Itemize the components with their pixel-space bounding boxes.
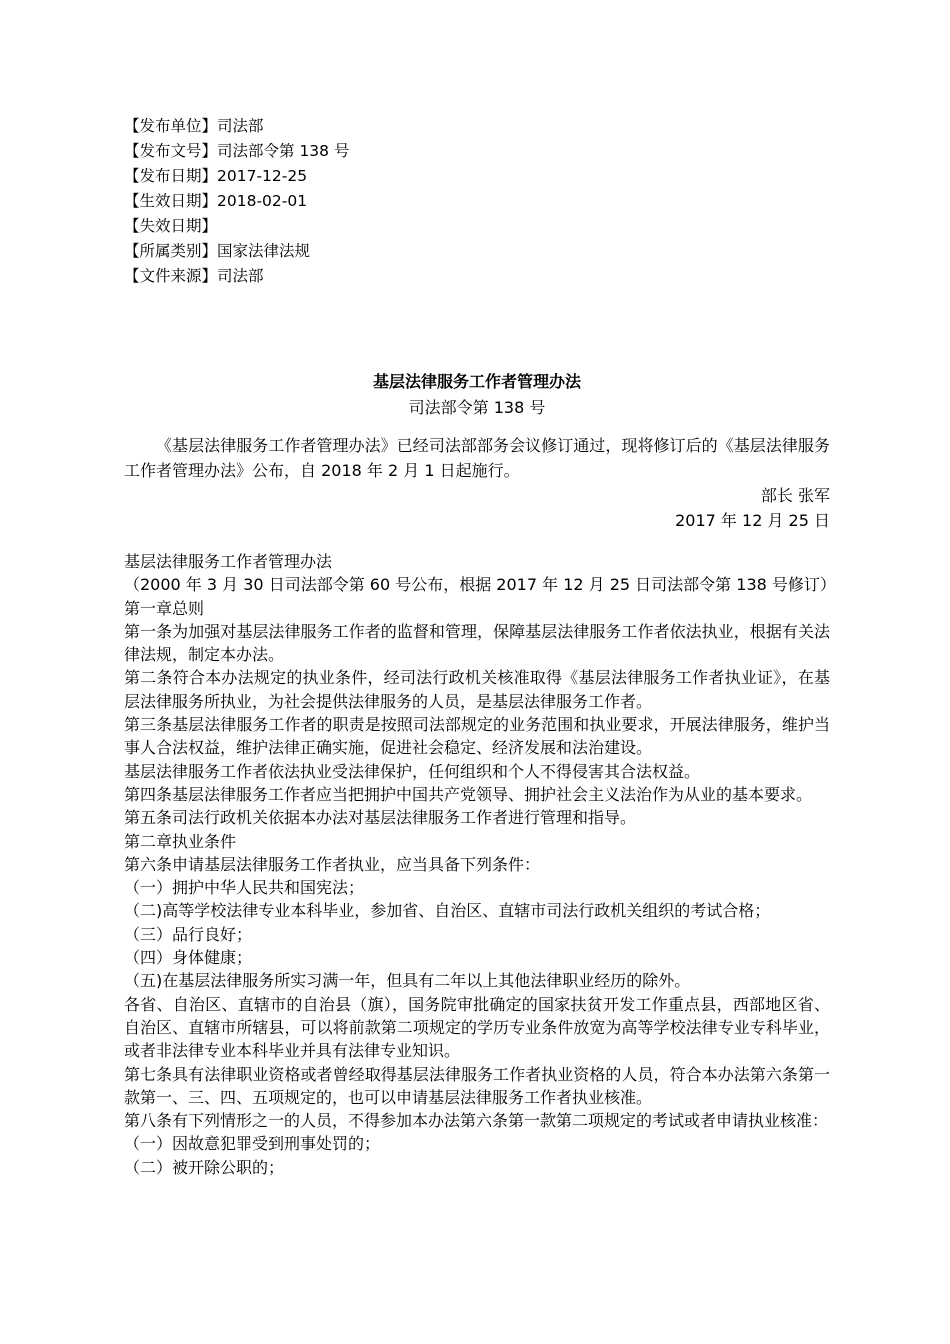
body-paragraph: 第二章执业条件 bbox=[124, 831, 237, 851]
body-paragraph: 第二条符合本办法规定的执业条件，经司法行政机关核准取得《基层法律服务工作者执业证》，在基层法律服务所执业，为社会提供法律服务的人员，是基层法律服务工作者。 bbox=[124, 668, 830, 711]
body-paragraph: 第五条司法行政机关依据本办法对基层法律服务工作者进行管理和指导。 bbox=[124, 808, 637, 828]
body-paragraph: 第四条基层法律服务工作者应当把拥护中国共产党领导、拥护社会主义法治作为从业的基本要求。 bbox=[124, 784, 813, 804]
decree-paragraph: 《基层法律服务工作者管理办法》已经司法部部务会议修订通过，现将修订后的《基层法律服务工作者管理办法》公布，自 2018 年 2 月 1 日起施行。 bbox=[124, 436, 830, 480]
signature: 部长 张军 bbox=[760, 486, 830, 505]
body-paragraph: 第七条具有法律职业资格或者曾经取得基层法律服务工作者执业资格的人员，符合本办法第六条第一款第一、三、四、五项规定的，也可以申请基层法律服务工作者执业核准。 bbox=[124, 1064, 830, 1107]
body-paragraph: 第一条为加强对基层法律服务工作者的监督和管理，保障基层法律服务工作者依法执业，根据有关法律法规，制定本办法。 bbox=[124, 621, 830, 665]
body-paragraph: （五)在基层法律服务所实习满一年，但具有二年以上其他法律职业经历的除外。 bbox=[124, 971, 691, 991]
meta-category: 【所属类别】国家法律法规 bbox=[124, 242, 311, 260]
meta-issuer: 【发布单位】司法部 bbox=[124, 117, 264, 135]
body-paragraph: 第六条申请基层法律服务工作者执业，应当具备下列条件： bbox=[124, 854, 541, 874]
title-block bbox=[124, 369, 830, 421]
meta-doc-number: 【发布文号】司法部令第 138 号 bbox=[124, 142, 350, 160]
body-paragraph: 各省、自治区、直辖市的自治县（旗），国务院审批确定的国家扶贫开发工作重点县，西部地区省、自治区、直辖市所辖县，可以将前款第二项规定的学历专业条件放宽为高等学校法律专业专科毕业，或者非法律专业本科毕业并具有法律专业知识。 bbox=[124, 994, 830, 1061]
meta-expiry-date: 【失效日期】 bbox=[124, 217, 218, 235]
meta-block bbox=[124, 114, 830, 289]
meta-issue-date: 【发布日期】2017-12-25 bbox=[124, 167, 308, 185]
body-paragraph: （二)高等学校法律专业本科毕业，参加省、自治区、直辖市司法行政机关组织的考试合格； bbox=[124, 901, 771, 921]
body-paragraph: （三）品行良好； bbox=[124, 924, 253, 944]
body-paragraph: （二）被开除公职的； bbox=[124, 1157, 285, 1177]
meta-source: 【文件来源】司法部 bbox=[124, 267, 264, 285]
meta-effective-date: 【生效日期】2018-02-01 bbox=[124, 192, 308, 210]
body-paragraph: （一）拥护中华人民共和国宪法； bbox=[124, 878, 365, 898]
body-paragraph: （2000 年 3 月 30 日司法部令第 60 号公布，根据 2017 年 12 月 25 日司法部令第 138 号修订） bbox=[124, 575, 836, 595]
body-paragraph: 第八条有下列情形之一的人员，不得参加本办法第六条第一款第二项规定的考试或者申请执业核准： bbox=[124, 1111, 829, 1131]
body-text bbox=[124, 550, 836, 1179]
body-paragraph: （四）身体健康； bbox=[124, 948, 253, 968]
document-page bbox=[124, 114, 836, 1179]
body-paragraph: 基层法律服务工作者管理办法 bbox=[124, 552, 333, 571]
body-paragraph: （一）因故意犯罪受到刑事处罚的； bbox=[124, 1134, 381, 1154]
body-paragraph: 基层法律服务工作者依法执业受法律保护，任何组织和个人不得侵害其合法权益。 bbox=[124, 761, 701, 781]
document-subtitle: 司法部令第 138 号 bbox=[408, 398, 546, 417]
signature-date: 2017 年 12 月 25 日 bbox=[675, 511, 830, 530]
body-paragraph: 第三条基层法律服务工作者的职责是按照司法部规定的业务范围和执业要求，开展法律服务，维护当事人合法权益，维护法律正确实施，促进社会稳定、经济发展和法治建设。 bbox=[124, 715, 830, 758]
document-title: 基层法律服务工作者管理办法 bbox=[372, 372, 581, 391]
body-paragraph: 第一章总则 bbox=[124, 598, 205, 618]
